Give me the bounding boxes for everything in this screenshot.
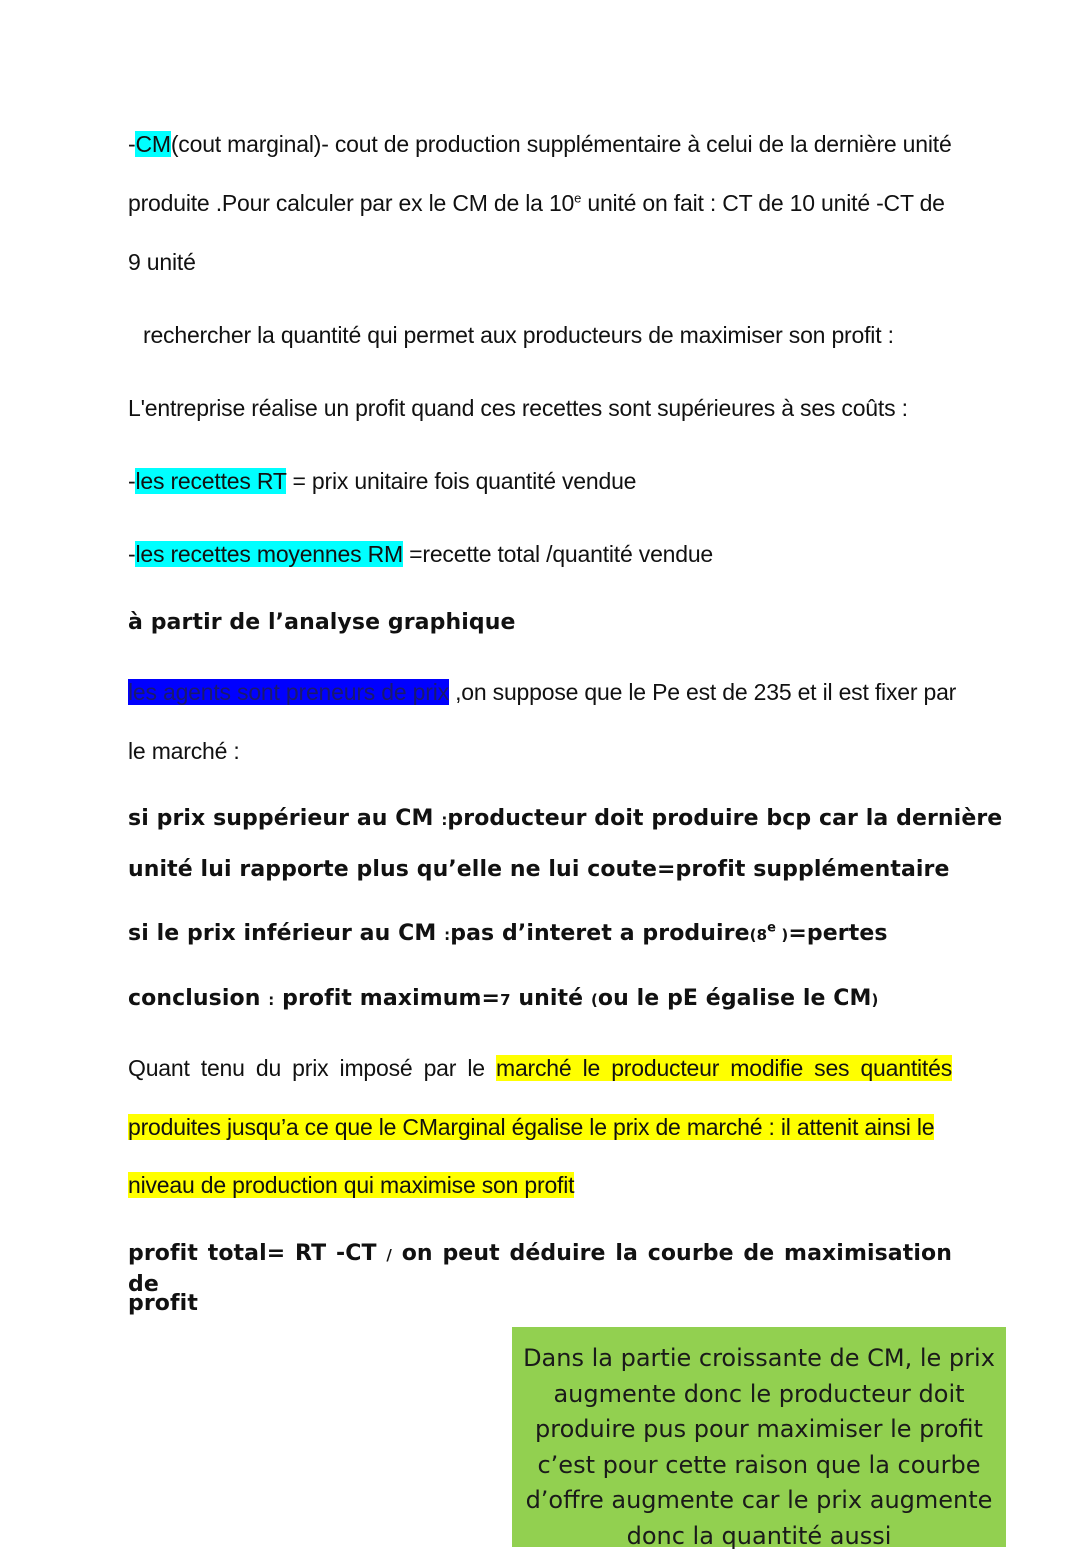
text: conclusion	[128, 986, 268, 1011]
definition-cm-line-3: 9 unité	[128, 247, 952, 277]
text: produite .Pour calculer par ex le CM de la 10	[128, 190, 574, 216]
note-line: Dans la partie croissante de CM, le prix	[522, 1341, 996, 1377]
paragraph-profit-condition: L'entreprise réalise un profit quand ces recettes sont supérieures à ses coûts :	[128, 393, 952, 423]
paren-open: (	[591, 991, 598, 1009]
superscript: e	[767, 921, 776, 936]
number: 7	[500, 991, 511, 1009]
rule-price-below-cm	[128, 919, 952, 950]
price-takers-line-2: le marché :	[128, 736, 952, 766]
definition-rm	[128, 539, 952, 569]
highlight-cm: CM	[135, 131, 170, 157]
text: producteur doit produire bcp car la dernière	[447, 806, 1002, 831]
text: unité	[511, 986, 591, 1011]
note-line: d’offre augmente car le prix augmente	[522, 1483, 996, 1519]
highlight-market: marché le producteur modifie ses quantités	[496, 1055, 952, 1081]
highlight-maximise: niveau de production qui maximise son profit	[128, 1172, 574, 1198]
slash: /	[386, 1246, 392, 1264]
text: (cout marginal)- cout de production supplémentaire à celui de la dernière unité	[171, 131, 952, 157]
rule-above-line-1	[128, 804, 952, 835]
price-takers-line-1	[128, 677, 952, 707]
paren-open: (8	[750, 926, 768, 944]
text: ou le pE égalise le CM	[598, 986, 872, 1011]
definition-cm-line-2	[128, 188, 952, 218]
highlight-rt: les recettes RT	[135, 468, 286, 494]
superscript: e	[574, 190, 581, 205]
profit-total-line-2: profit	[128, 1289, 952, 1319]
adjustment-line-3	[128, 1170, 952, 1200]
text: si prix suppérieur au CM	[128, 806, 441, 831]
adjustment-line-1	[128, 1053, 952, 1083]
dash: -	[128, 468, 135, 494]
paragraph-search-quantity: rechercher la quantité qui permet aux producteurs de maximiser son profit :	[143, 320, 967, 350]
text: Quant tenu du prix imposé par le	[128, 1055, 496, 1081]
paren-close: )	[872, 991, 879, 1009]
dash: -	[128, 131, 135, 157]
text: = prix unitaire fois quantité vendue	[286, 468, 636, 494]
section-heading: à partir de l’analyse graphique	[128, 608, 952, 638]
note-line: produire pus pour maximiser le profit	[522, 1412, 996, 1448]
note-line: c’est pour cette raison que la courbe	[522, 1448, 996, 1484]
paren-close: )	[776, 926, 788, 944]
colon: :	[441, 811, 447, 829]
text: ,on suppose que le Pe est de 235 et il est fixer par	[449, 679, 956, 705]
text: profit total= RT -CT	[128, 1241, 386, 1266]
note-line: augmente donc le producteur doit	[522, 1377, 996, 1413]
definition-cm-line-1	[128, 129, 952, 159]
colon: :	[268, 991, 274, 1009]
text: profit maximum=	[274, 986, 500, 1011]
highlight-rm: les recettes moyennes RM	[135, 541, 402, 567]
conclusion	[128, 984, 952, 1015]
highlight-production: produites jusqu’a ce que le CMarginal égalise le prix de marché : il attenit ainsi le	[128, 1114, 934, 1140]
text: on peut déduire la courbe de maximisation de	[128, 1241, 952, 1297]
note-box	[512, 1327, 1006, 1547]
text: si le prix inférieur au CM	[128, 921, 444, 946]
rule-above-line-2: unité lui rapporte plus qu’elle ne lui coute=profit supplémentaire	[128, 855, 952, 885]
colon: :	[444, 926, 450, 944]
definition-rt	[128, 466, 952, 496]
text: =recette total /quantité vendue	[403, 541, 713, 567]
text: =pertes	[788, 921, 887, 946]
note-line: donc la quantité aussi	[522, 1519, 996, 1554]
adjustment-line-2	[128, 1112, 952, 1142]
dash: -	[128, 541, 135, 567]
text: unité on fait : CT de 10 unité -CT de	[581, 190, 945, 216]
text: pas d’interet a produire	[450, 921, 749, 946]
highlight-price-takers: les agents sont preneurs de prix	[128, 679, 449, 705]
